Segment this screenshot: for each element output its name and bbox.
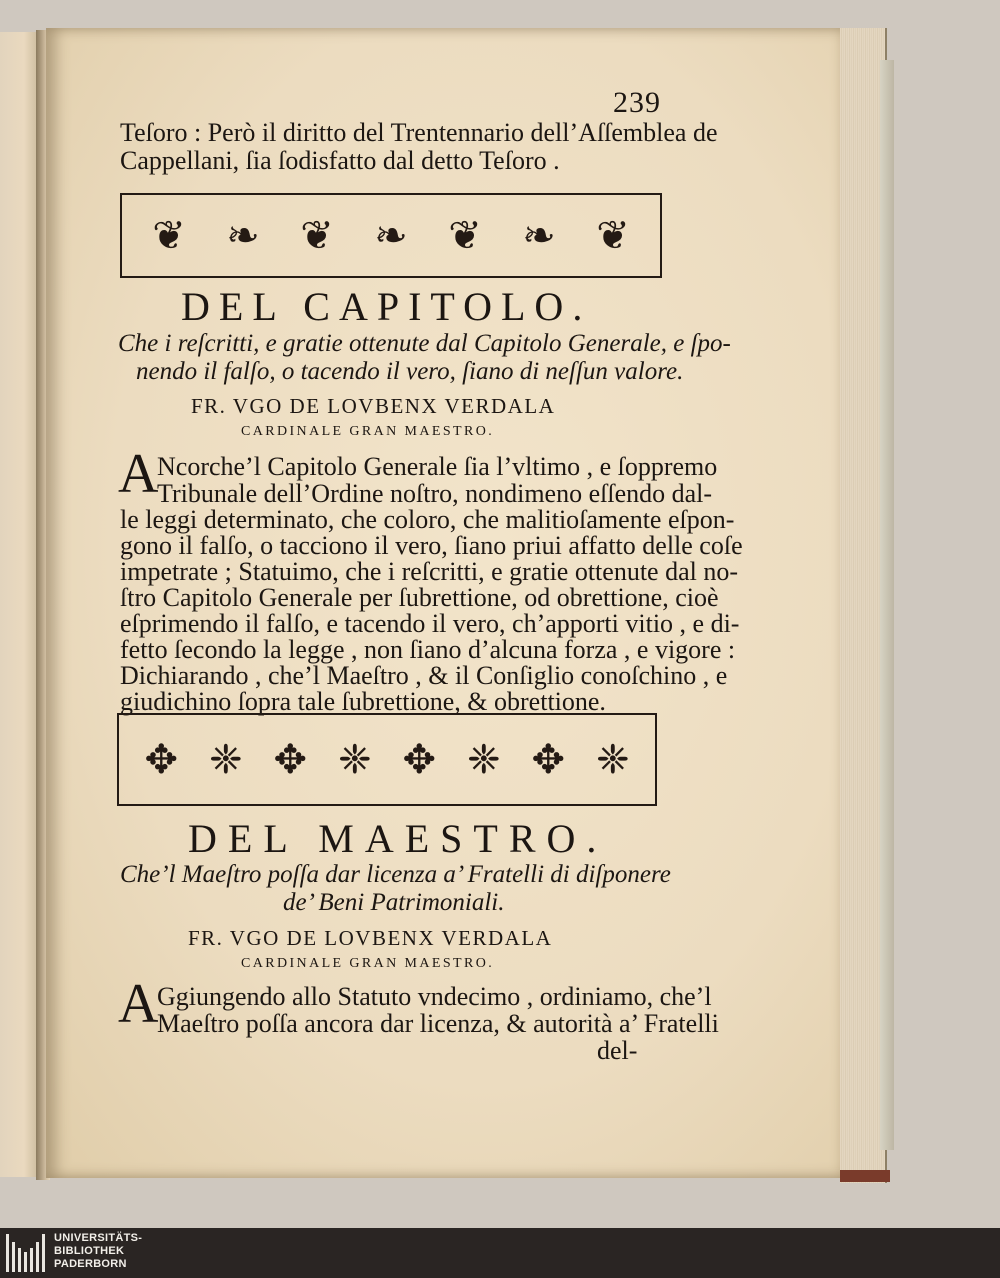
section-subtitle: nendo il falſo, o tacendo il vero, ſiano di neſſun valore. <box>136 358 684 385</box>
body-line: Tribunale dell’Ordine noſtro, nondimeno eſſendo dal- <box>157 479 713 508</box>
body-line: fetto ſecondo la legge , non ſiano d’alcuna forza , e vigore : <box>120 635 736 664</box>
left-page-edge <box>0 32 41 1177</box>
ornament-flourish-icon: ✥ <box>144 736 178 783</box>
body-line: Ggiungendo allo Statuto vndecimo , ordiniamo, che’l <box>157 982 712 1011</box>
section-heading-capitolo: DEL CAPITOLO. <box>181 284 592 329</box>
logo-line: PADERBORN <box>54 1258 127 1270</box>
body-line: ſtro Capitolo Generale per ſubrettione, od obrettione, cioè <box>120 583 719 612</box>
drop-cap: A <box>118 443 159 505</box>
ornament-flourish-icon: ✥ <box>273 736 307 783</box>
ornament-flourish-icon: ❈ <box>595 736 630 783</box>
page-number: 239 <box>613 86 661 119</box>
ornament-flourish-icon: ❈ <box>466 736 501 783</box>
ornament-flourish-icon: ❦ <box>596 212 630 259</box>
ornament-flourish-icon: ✥ <box>402 736 436 783</box>
section-heading-maestro: DEL MAESTRO. <box>188 816 608 861</box>
author-name: FR. VGO DE LOVBENX VERDALA <box>188 926 553 950</box>
ornament-flourish-icon: ❈ <box>337 736 372 783</box>
library-logo-text <box>54 1232 142 1271</box>
ornament-flourish-icon: ❧ <box>226 212 260 259</box>
ornament-flourish-icon: ❧ <box>374 212 408 259</box>
ornament-flourish-icon: ❦ <box>152 212 186 259</box>
body-line: eſprimendo il falſo, e tacendo il vero, ch’apporti vitio , e di- <box>120 609 740 638</box>
body-line: giudichino ſopra tale ſubrettione, & obrettione. <box>120 687 606 716</box>
library-logo-icon <box>6 1234 48 1272</box>
author-name: FR. VGO DE LOVBENX VERDALA <box>191 394 556 418</box>
ornament-flourish-icon: ❦ <box>448 212 482 259</box>
body-line: Ncorche’l Capitolo Generale ſia l’vltimo , e ſoppremo <box>157 452 718 481</box>
body-line: Maeſtro poſſa ancora dar licenza, & autorità a’ Fratelli <box>157 1009 719 1038</box>
body-line: gono il falſo, o tacciono il vero, ſiano priui affatto delle coſe <box>120 531 743 560</box>
ornament-flourish-icon: ❦ <box>300 212 334 259</box>
intro-line: Cappellani, ſia ſodisfatto dal detto Teſoro . <box>120 146 560 175</box>
section-subtitle: de’ Beni Patrimoniali. <box>283 889 505 916</box>
body-line: impetrate ; Statuimo, che i reſcritti, e gratie ottenute dal no- <box>120 557 739 586</box>
spine-bottom <box>840 1170 890 1182</box>
author-title: CARDINALE GRAN MAESTRO. <box>241 956 495 971</box>
ornament-flourish-icon: ❈ <box>208 736 243 783</box>
intro-line: Teſoro : Però il diritto del Trentennario dell’Aſſemblea de <box>120 118 718 147</box>
drop-cap: A <box>118 973 159 1035</box>
body-line: le leggi determinato, che coloro, che malitioſamente eſpon- <box>120 505 735 534</box>
logo-line: BIBLIOTHEK <box>54 1245 125 1257</box>
ornament-flourish-icon: ✥ <box>531 736 565 783</box>
author-title: CARDINALE GRAN MAESTRO. <box>241 424 495 439</box>
logo-line: UNIVERSITÄTS- <box>54 1232 143 1244</box>
catchword: del- <box>597 1036 638 1065</box>
library-footer <box>0 1228 1000 1278</box>
section-subtitle: Che’l Maeſtro poſſa dar licenza a’ Fratelli di diſponere <box>120 861 671 888</box>
body-line: Dichiarando , che’l Maeſtro , & il Conſiglio conoſchino , e <box>120 661 728 690</box>
ornament-band-middle <box>117 713 657 806</box>
section-subtitle: Che i reſcritti, e gratie ottenute dal Capitolo Generale, e ſpo- <box>118 330 731 357</box>
binding-edge <box>880 60 894 1150</box>
ornament-band-top <box>120 193 662 278</box>
ornament-flourish-icon: ❧ <box>522 212 556 259</box>
